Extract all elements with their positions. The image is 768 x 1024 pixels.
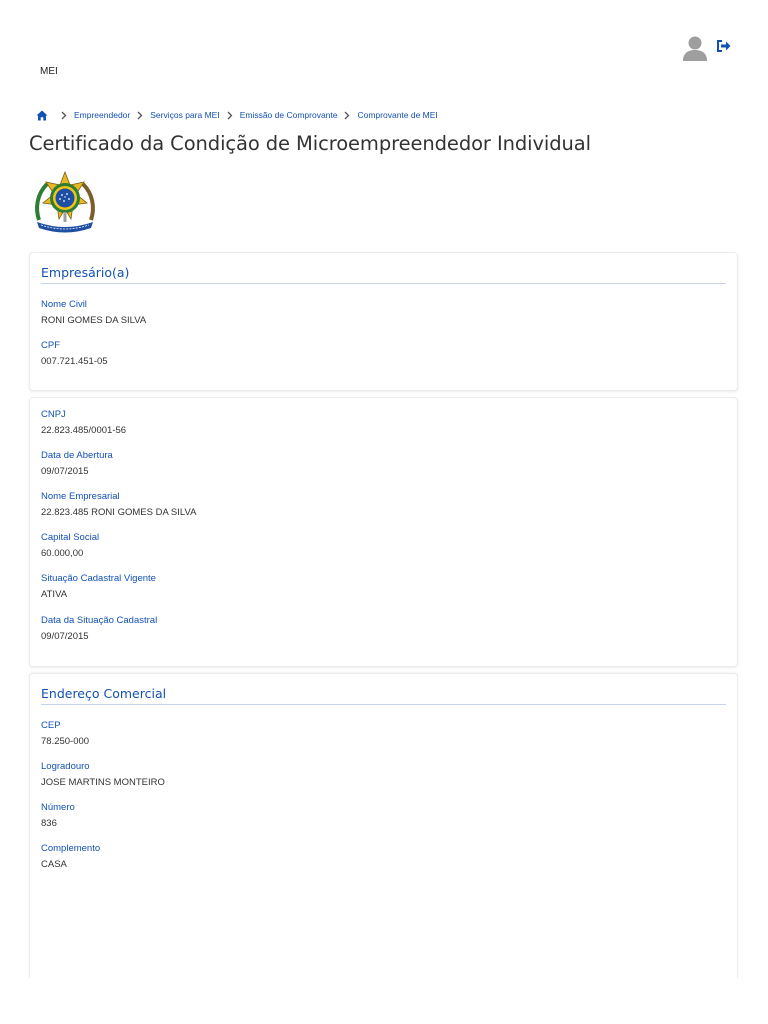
breadcrumb-comprovante-mei[interactable]: Comprovante de MEI <box>357 110 438 120</box>
field-label: Nome Civil <box>41 299 87 310</box>
field-label: Situação Cadastral Vigente <box>41 573 156 584</box>
field-nome-civil <box>41 299 146 327</box>
field-value: 78.250-000 <box>41 736 90 747</box>
field-label: Data da Situação Cadastral <box>41 615 158 626</box>
breadcrumb-emissao-comprovante[interactable]: Emissão de Comprovante <box>239 110 338 120</box>
field-label: Número <box>41 802 75 813</box>
empresario-card <box>29 252 738 391</box>
field-label: CNPJ <box>41 409 66 420</box>
field-value: CASA <box>41 859 67 870</box>
field-complemento <box>41 843 100 871</box>
field-value: 22.823.485 RONI GOMES DA SILVA <box>41 507 197 518</box>
section-divider <box>41 283 726 284</box>
field-label: Capital Social <box>41 532 100 543</box>
endereco-card <box>29 673 738 978</box>
field-value: 60.000,00 <box>41 548 84 559</box>
field-label: Nome Empresarial <box>41 491 120 502</box>
sign-out-icon[interactable] <box>716 39 732 53</box>
chevron-right-icon <box>133 109 147 121</box>
chevron-right-icon <box>223 109 237 121</box>
field-situacao-cadastral <box>41 573 156 601</box>
field-value: 836 <box>41 818 57 829</box>
field-label: Complemento <box>41 843 101 854</box>
field-label: Data de Abertura <box>41 450 113 461</box>
field-label: CPF <box>41 340 60 351</box>
field-cnpj <box>41 409 126 437</box>
brazil-coat-of-arms-icon <box>31 170 99 236</box>
app-name: MEI <box>40 66 58 77</box>
field-label: Logradouro <box>41 761 90 772</box>
empresa-card <box>29 397 738 667</box>
section-title-empresario: Empresário(a) <box>41 265 130 280</box>
breadcrumb-empreendedor[interactable]: Empreendedor <box>74 110 131 120</box>
user-icon[interactable] <box>682 34 708 62</box>
page-title: Certificado da Condição de Microempreendedor Individual <box>29 132 591 155</box>
breadcrumb <box>36 106 438 124</box>
field-value: 09/07/2015 <box>41 466 89 477</box>
field-nome-empresarial <box>41 491 196 519</box>
field-numero <box>41 802 75 830</box>
field-value: ATIVA <box>41 589 68 600</box>
field-value: 22.823.485/0001-56 <box>41 425 127 436</box>
field-logradouro <box>41 761 165 789</box>
field-value: RONI GOMES DA SILVA <box>41 315 147 326</box>
field-label: CEP <box>41 720 61 731</box>
field-data-situacao <box>41 615 157 643</box>
field-cpf <box>41 340 108 368</box>
field-value: 007.721.451-05 <box>41 356 108 367</box>
field-capital-social <box>41 532 99 560</box>
field-value: 09/07/2015 <box>41 631 89 642</box>
chevron-right-icon <box>340 109 354 121</box>
chevron-right-icon <box>57 109 71 121</box>
field-value: JOSE MARTINS MONTEIRO <box>41 777 165 788</box>
field-cep <box>41 720 89 748</box>
field-data-abertura <box>41 450 113 478</box>
section-title-endereco: Endereço Comercial <box>41 686 167 701</box>
breadcrumb-servicos-mei[interactable]: Serviços para MEI <box>150 110 220 120</box>
section-divider <box>41 704 726 705</box>
home-icon[interactable] <box>36 109 48 121</box>
